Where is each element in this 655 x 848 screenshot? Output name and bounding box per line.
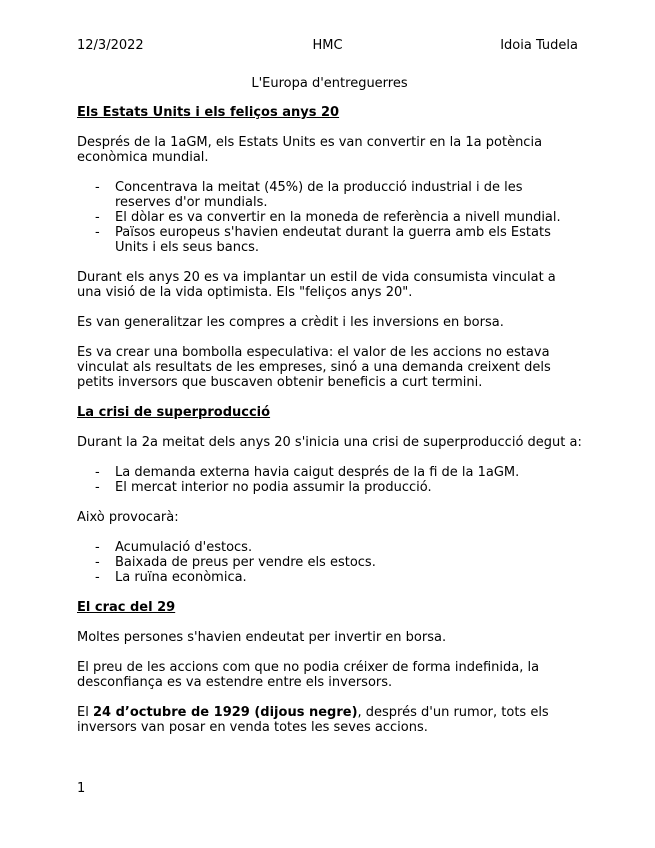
section-heading-estats-units: Els Estats Units i els feliços anys 20	[77, 105, 340, 120]
header-date: 12/3/2022	[77, 38, 144, 53]
list-item: - Països europeus s'havien endeutat durant la guerra amb els Estats Units i els seus bancs.	[77, 225, 582, 255]
header-author: Idoia Tudela	[500, 38, 578, 53]
paragraph: Després de la 1aGM, els Estats Units es van convertir en la 1a potència econòmica mundial.	[77, 135, 543, 165]
paragraph: Es van generalitzar les compres a crèdit i les inversions en borsa.	[77, 315, 504, 330]
bullet-list	[77, 540, 582, 585]
bullet-list	[77, 465, 582, 495]
bullet-list	[77, 180, 582, 255]
section-heading-crac-29: El crac del 29	[77, 600, 176, 615]
page-header	[77, 38, 578, 54]
paragraph: Durant la 2a meitat dels anys 20 s'inicia una crisi de superproducció degut a:	[77, 435, 582, 450]
list-item: - El dòlar es va convertir en la moneda de referència a nivell mundial.	[77, 210, 582, 225]
bold-date: 24 d’octubre de 1929 (dijous negre)	[92, 705, 358, 720]
page-number: 1	[77, 781, 86, 796]
list-item: - La ruïna econòmica.	[77, 570, 582, 585]
document-title: L'Europa d'entreguerres	[251, 76, 408, 91]
paragraph: El preu de les accions com que no podia créixer de forma indefinida, la desconfiança es va estendre entre els inversors.	[77, 660, 540, 690]
document-body	[77, 76, 582, 750]
paragraph: Això provocarà:	[77, 510, 179, 525]
section-heading-superproduccio: La crisi de superproducció	[77, 405, 271, 420]
list-item: - Concentrava la meitat (45%) de la producció industrial i de les reserves d'or mundials.	[77, 180, 582, 210]
list-item: - Acumulació d'estocs.	[77, 540, 582, 555]
list-item: - La demanda externa havia caigut després de la fi de la 1aGM.	[77, 465, 582, 480]
paragraph: Es va crear una bombolla especulativa: el valor de les accions no estava vinculat als resultats de les empreses, sinó a una demanda creixent dels petits inversors que buscaven obtenir beneficis a curt termini.	[77, 345, 551, 390]
paragraph: Durant els anys 20 es va implantar un estil de vida consumista vinculat a una visió de la vida optimista. Els "feliços anys 20".	[77, 270, 556, 300]
list-item: - Baixada de preus per vendre els estocs.	[77, 555, 582, 570]
list-item: - El mercat interior no podia assumir la producció.	[77, 480, 582, 495]
header-subject: HMC	[312, 38, 343, 53]
paragraph	[77, 705, 582, 735]
text-run: , després d'un rumor, tots els inversors van posar en venda totes les seves accions.	[77, 705, 549, 735]
text-run: El	[77, 705, 93, 720]
paragraph: Moltes persones s'havien endeutat per invertir en borsa.	[77, 630, 447, 645]
